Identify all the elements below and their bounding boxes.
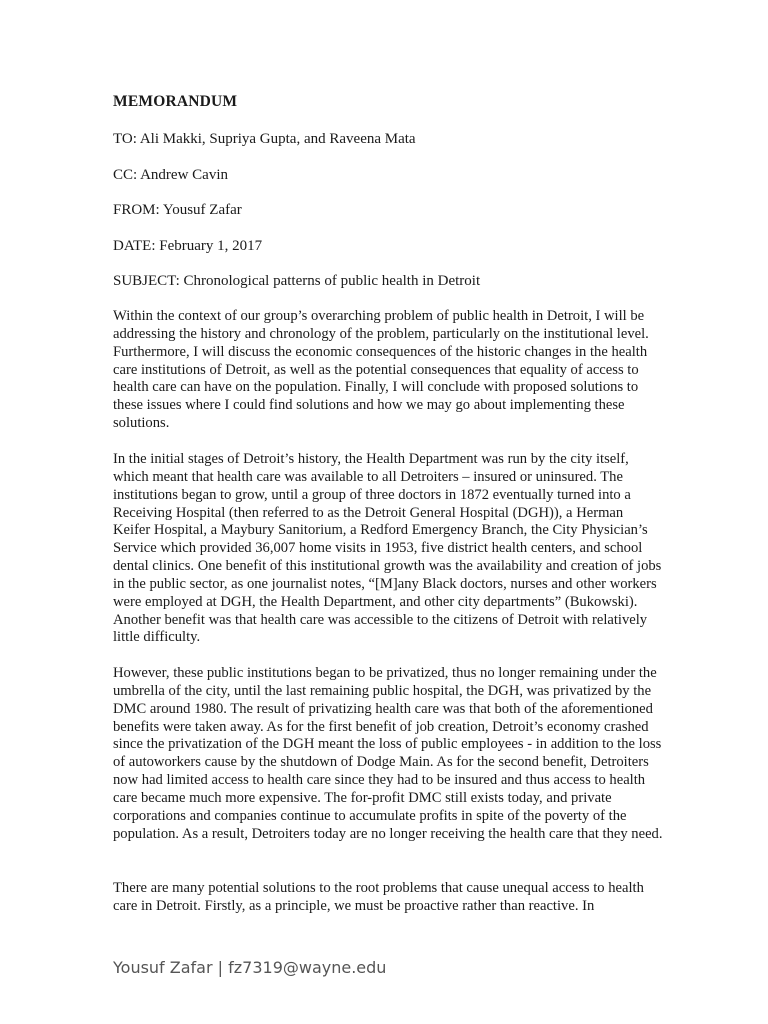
- memo-from-line: FROM: Yousuf Zafar: [113, 202, 242, 218]
- memo-title: MEMORANDUM: [113, 93, 238, 110]
- page-footer: Yousuf Zafar | fz7319@wayne.edu: [113, 958, 387, 977]
- body-paragraph-intro: Within the context of our group’s overarching problem of public health in Detroit, I will be addressing the history and chronology of the problem, particularly on the institutional level. Furthermore, I will discuss the economic consequences of the historic changes in the health care institutions of Detroit, as well as the potential consequences that equality of access to health care can have on the population. Finally, I will conclude with proposed solutions to these issues where I could find solutions and how we may go about implementing these solutions.: [113, 308, 649, 432]
- body-paragraph-history: In the initial stages of Detroit’s history, the Health Department was run by the city itself, which meant that health care was available to all Detroiters – insured or uninsured. The institutions began to grow, until a group of three doctors in 1872 eventually turned into a Receiving Hospital (then referred to as the Detroit General Hospital (DGH)), a Herman Keifer Hospital, a Maybury Sanitorium, a Redford Emergency Branch, the City Physician’s Service which provided 36,007 home visits in 1953, five district health centers, and school dental clinics. One benefit of this institutional growth was the availability and creation of jobs in the public sector, as one journalist notes, “[M]any Black doctors, nurses and other workers were employed at DGH, the Health Department, and other city departments” (Bukowski). Another benefit was that health care was accessible to the citizens of Detroit with relatively little difficulty.: [113, 451, 662, 646]
- memo-cc-line: CC: Andrew Cavin: [113, 167, 228, 183]
- body-paragraph-solutions: There are many potential solutions to the root problems that cause unequal access to health care in Detroit. Firstly, as a principle, we must be proactive rather than reactive. In: [113, 880, 644, 914]
- memo-subject-line: SUBJECT: Chronological patterns of public health in Detroit: [113, 273, 481, 289]
- memo-date-line: DATE: February 1, 2017: [113, 238, 263, 254]
- memo-to-line: TO: Ali Makki, Supriya Gupta, and Raveena Mata: [113, 131, 416, 147]
- body-paragraph-privatization: However, these public institutions began to be privatized, thus no longer remaining under the umbrella of the city, until the last remaining public hospital, the DGH, was privatized by the DMC around 1980. The result of privatizing health care was that both of the aforementioned benefits were taken away. As for the first benefit of job creation, Detroit’s economy crashed since the privatization of the DGH meant the loss of public employees - in addition to the loss of autoworkers cause by the shutdown of Dodge Main. As for the second benefit, Detroiters now had limited access to health care since they had to be insured and thus access to health care became much more expensive. The for-profit DMC still exists today, and private corporations and companies continue to accumulate profits in spite of the poverty of the population. As a result, Detroiters today are no longer receiving the health care that they need.: [113, 665, 663, 842]
